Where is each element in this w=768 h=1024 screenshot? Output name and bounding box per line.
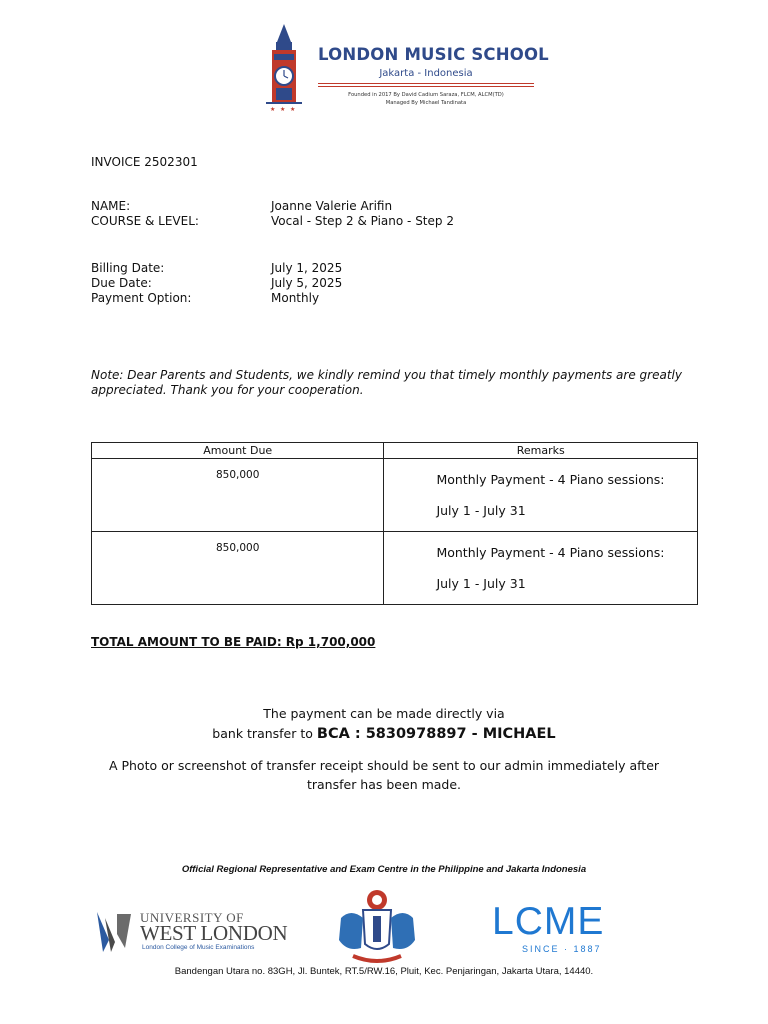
- invoice-table: [91, 442, 698, 605]
- table-row: [92, 459, 698, 532]
- uwl-line3: London College of Music Examinations: [142, 944, 255, 951]
- payment-option-label: Payment Option:: [91, 291, 192, 305]
- billing-date-value: July 1, 2025: [271, 261, 343, 275]
- payment-option-value: Monthly: [271, 291, 320, 305]
- amount-cell: 850,000: [92, 459, 384, 532]
- name-value: Joanne Valerie Arifin: [271, 199, 393, 213]
- lcme-logo: LCME: [492, 900, 605, 943]
- founded-text: [318, 91, 534, 107]
- header-divider: [318, 86, 534, 87]
- table-header-row: [92, 443, 698, 459]
- big-ben-logo-icon: [262, 24, 306, 112]
- bank-transfer-prefix: bank transfer to: [212, 726, 317, 741]
- total-amount: TOTAL AMOUNT TO BE PAID: Rp 1,700,000: [91, 635, 376, 649]
- lcme-since: SINCE · 1887: [522, 944, 602, 954]
- course-value: Vocal - Step 2 & Piano - Step 2: [271, 214, 454, 228]
- bank-transfer-line: [0, 726, 768, 742]
- header-divider: [318, 83, 534, 84]
- official-representative-text: Official Regional Representative and Exam Centre in the Philippine and Jakarta Indonesia: [181, 864, 587, 875]
- amount-cell: 850,000: [92, 532, 384, 605]
- remarks-cell: [384, 532, 698, 605]
- reminder-note: Note: Dear Parents and Students, we kindly remind you that timely monthly payments are greatly appreciated. Thank you for your cooperation.: [91, 368, 682, 397]
- svg-text:★: ★: [270, 106, 276, 112]
- receipt-note: A Photo or screenshot of transfer receipt should be sent to our admin immediately after transfer has been made.: [108, 758, 660, 792]
- remarks-header: Remarks: [384, 443, 698, 459]
- school-address: Bandengan Utara no. 83GH, Jl. Buntek, RT.5/RW.16, Pluit, Kec. Penjaringan, Jakarta Utara, 14440.: [174, 966, 594, 977]
- due-date-value: July 5, 2025: [271, 276, 343, 290]
- remark-line: Monthly Payment - 4 Piano sessions:: [436, 472, 665, 487]
- billing-date-label: Billing Date:: [91, 261, 165, 275]
- remark-line: Monthly Payment - 4 Piano sessions:: [436, 545, 665, 560]
- school-name: LONDON MUSIC SCHOOL: [318, 45, 549, 64]
- name-label: NAME:: [91, 199, 131, 213]
- coat-of-arms-icon: [333, 888, 421, 966]
- invoice-number: INVOICE 2502301: [91, 155, 198, 169]
- table-row: [92, 532, 698, 605]
- uwl-logo-icon: [95, 910, 135, 954]
- payment-instruction: The payment can be made directly via: [263, 706, 505, 721]
- remark-period: July 1 - July 31: [436, 503, 526, 518]
- managed-line: Managed By Michael Tandinata: [385, 100, 467, 106]
- svg-text:★: ★: [280, 106, 286, 112]
- bank-account-details: BCA : 5830978897 - MICHAEL: [316, 726, 556, 742]
- course-label: COURSE & LEVEL:: [91, 214, 199, 228]
- due-date-label: Due Date:: [91, 276, 152, 290]
- svg-text:★: ★: [290, 106, 296, 112]
- uwl-line2: WEST LONDON: [140, 921, 288, 945]
- school-location: Jakarta - Indonesia: [379, 68, 473, 79]
- remarks-cell: [384, 459, 698, 532]
- remark-period: July 1 - July 31: [436, 576, 526, 591]
- founded-line: Founded in 2017 By David Cadium Saraza, FLCM, ALCM(TD): [348, 92, 504, 98]
- amount-due-header: Amount Due: [92, 443, 384, 459]
- uwl-line1: UNIVERSITY OF: [140, 910, 244, 925]
